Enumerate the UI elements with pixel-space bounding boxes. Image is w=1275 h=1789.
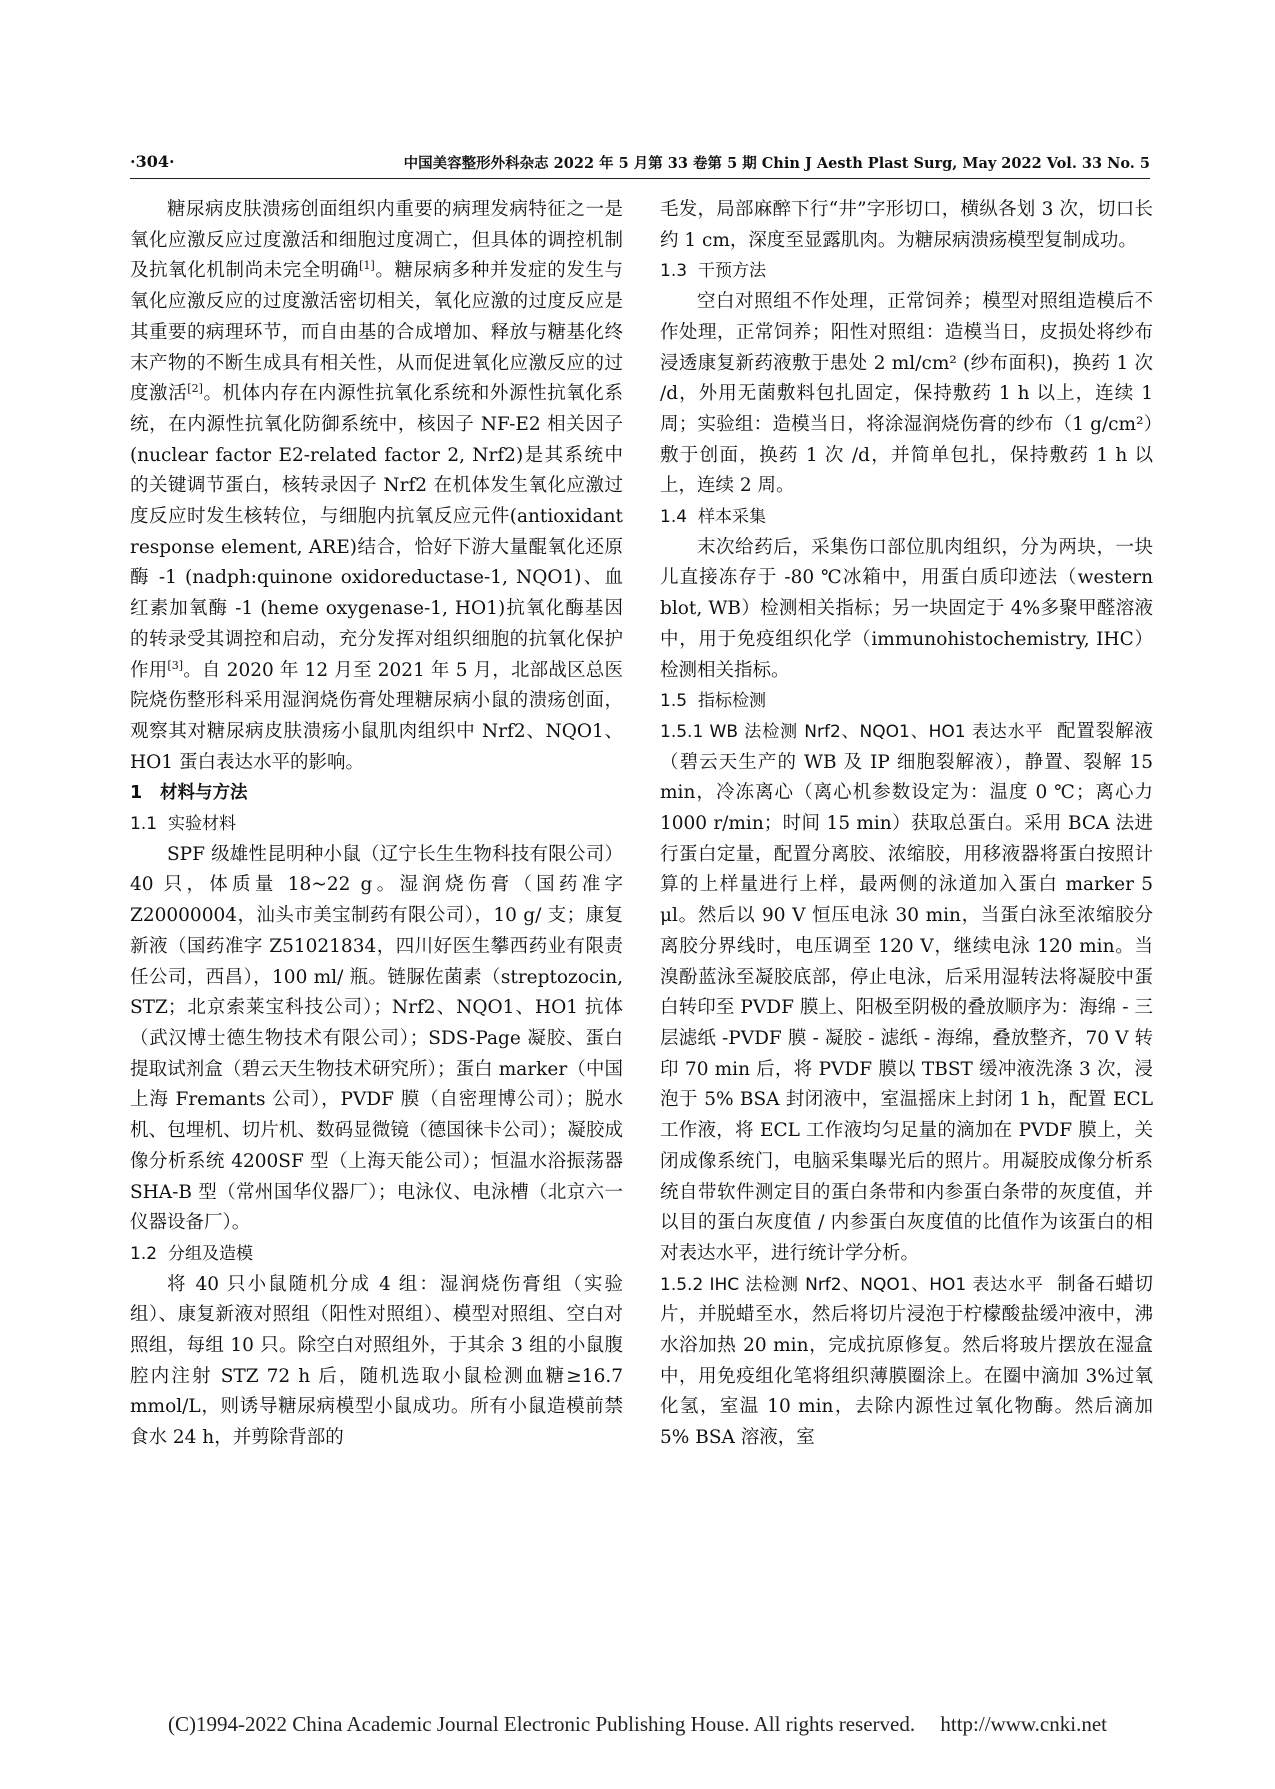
grouping-continued-paragraph: 毛发，局部麻醉下行“井”字形切口，横纵各划 3 次，切口长约 1 cm，深度至显露肌肉。为糖尿病溃疡模型复制成功。 — [660, 199, 1153, 251]
journal-citation: 中国美容整形外科杂志 2022 年 5 月第 33 卷第 5 期 Chin J Aesth Plast Surg, May 2022 Vol. 33 No. 5 — [403, 155, 1150, 172]
materials-paragraph: SPF 级雄性昆明种小鼠（辽宁长生生物科技有限公司）40 只，体质量 18~22 g。湿润烧伤膏（国药准字 Z20000004，汕头市美宝制药有限公司），10 g/ 支；康复新液（国药准字 Z51021834，四川好医生攀西药业有限责任公司，西昌），100 ml/ 瓶。链脲佐菌素（streptozocin, STZ；北京索莱宝科技公司）；Nrf2、NQO1、HO1 抗体（武汉博士德生物技术有限公司）；SDS-Page 凝胶、蛋白提取试剂盒（碧云天生物技术研究所）；蛋白 marker（中国上海 Fremants 公司），PVDF 膜（自密理博公司）；脱水机、包埋机、切片机、数码显微镜（德国徕卡公司）；凝胶成像分析系统 4200SF 型（上海天能公司）；恒温水浴振荡器 SHA-B 型（常州国华仪器厂）；电泳仪、电泳槽（北京六一仪器设备厂）。 — [130, 843, 623, 1234]
reference-2[interactable]: [2] — [187, 382, 203, 396]
intro-paragraph — [130, 195, 623, 778]
section-heading-1-4 — [660, 502, 1153, 533]
wb-method-text: 配置裂解液（碧云天生产的 WB 及 IP 细胞裂解液），静置、裂解 15 min，冷冻离心（离心机参数设定为：温度 0 ℃；离心力 1000 r/min；时间 15 min）获取总蛋白。采用 BCA 法进行蛋白定量，配置分离胶、浓缩胶，用移液器将蛋白按照计算的上样量进行上样，最两侧的泳道加入蛋白 marker 5 μl。然后以 90 V 恒压电泳 30 min，当蛋白泳至浓缩胶分离胶分界线时，电压调至 120 V，继续电泳 120 min。当溴酚蓝泳至凝胶底部，停止电泳，后采用湿转法将凝胶中蛋白转印至 PVDF 膜上、阳极至阴极的叠放顺序为：海绵 - 三层滤纸 -PVDF 膜 - 凝胶 - 滤纸 - 海绵，叠放整齐，70 V 转印 70 min 后，将 PVDF 膜以 TBST 缓冲液洗涤 3 次，浸泡于 5% BSA 封闭液中，室温摇床上封闭 1 h，配置 ECL 工作液，将 ECL 工作液均匀足量的滴加在 PVDF 膜上，关闭成像系统门，电脑采集曝光后的照片。用凝胶成像分析系统自带软件测定目的蛋白条带和内参蛋白条带的灰度值，并以目的蛋白灰度值 / 内参蛋白灰度值的比值作为该蛋白的相对表达水平，进行统计学分析。 — [660, 720, 1153, 1264]
grouping-paragraph: 将 40 只小鼠随机分成 4 组：湿润烧伤膏组（实验组）、康复新液对照组（阳性对照组）、模型对照组、空白对照组，每组 10 只。除空白对照组外，于其余 3 组的小鼠腹腔内注射 STZ 72 h 后，随机选取小鼠检测血糖≥16.7 mmol/L，则诱导糖尿病模型小鼠成功。所有小鼠造模前禁食水 24 h，并剪除背部的 — [130, 1273, 623, 1449]
wb-method-paragraph — [660, 717, 1153, 1270]
intro-text-d: 。自 2020 年 12 月至 2021 年 5 月，北部战区总医院烧伤整形科采用湿润烧伤膏处理糖尿病小鼠的溃疡创面，观察其对糖尿病皮肤溃疡小鼠肌肉组织中 Nrf2、NQO1、HO1 蛋白表达水平的影响。 — [130, 659, 623, 773]
section-title: 指标检测 — [698, 691, 766, 712]
right-column — [660, 195, 1153, 1454]
section-number: 1.2 — [130, 1243, 158, 1264]
page-number: ·304· — [130, 152, 175, 171]
section-heading-1-2 — [130, 1239, 623, 1270]
ihc-method-paragraph — [660, 1270, 1153, 1454]
header-rule — [130, 178, 1150, 179]
section-number: 1 — [130, 783, 143, 804]
section-number: 1.4 — [660, 507, 688, 528]
reference-1[interactable]: [1] — [359, 259, 375, 273]
page-header — [130, 152, 1150, 176]
section-heading-1-3 — [660, 256, 1153, 287]
section-heading-1-5 — [660, 686, 1153, 717]
section-title: 分组及造模 — [168, 1243, 253, 1264]
ihc-method-text: 制备石蜡切片，并脱蜡至水，然后将切片浸泡于柠檬酸盐缓冲液中，沸水浴加热 20 min，完成抗原修复。然后将玻片摆放在湿盒中，用免疫组化笔将组织薄膜圈涂上。在圈中滴加 3%过氧化氢，室温 10 min，去除内源性过氧化物酶。然后滴加 5% BSA 溶液，室 — [660, 1273, 1153, 1449]
section-title: 干预方法 — [698, 261, 766, 282]
intro-text-b: 。糖尿病多种并发症的发生与氧化应激反应的过度激活密切相关，氧化应激的过度反应是其重要的病理环节，而自由基的合成增加、释放与糖基化终末产物的不断生成具有相关性，从而促进氧化应激反应的过度激活 — [130, 260, 623, 405]
reference-3[interactable]: [3] — [167, 658, 183, 672]
page-footer — [0, 1712, 1275, 1737]
intro-text-a: 糖尿病皮肤溃疡创面组织内重要的病理发病特征之一是氧化应激反应过度激活和细胞过度凋亡，但具体的调控机制及抗氧化机制尚未完全明确 — [130, 199, 623, 282]
section-number: 1.5 — [660, 691, 688, 712]
intro-text-c: 。机体内存在内源性抗氧化系统和外源性抗氧化系统，在内源性抗氧化防御系统中，核因子 NF-E2 相关因子(nuclear factor E2-related factor 2, Nrf2)是其系统中的关键调节蛋白，核转录因子 Nrf2 在机体发生氧化应激过度反应时发生核转位，与细胞内抗氧反应元件(antioxidant response element, ARE)结合，恰好下游大量醌氧化还原酶 -1 (nadph:quinone oxidoreductase-1, NQO1)、血红素加氧酶 -1 (heme oxygenase-1, HO1)抗氧化酶基因的转录受其调控和启动，充分发挥对组织细胞的抗氧化保护作用 — [130, 383, 623, 681]
section-title: 材料与方法 — [160, 783, 248, 804]
sampling-paragraph: 末次给药后，采集伤口部位肌肉组织，分为两块，一块儿直接冻存于 -80 ℃冰箱中，用蛋白质印迹法（western blot, WB）检测相关指标；另一块固定于 4%多聚甲醛溶液中，用于免疫组织化学（immunohistochemistry, IHC）检测相关指标。 — [660, 536, 1153, 681]
section-heading-1-1 — [130, 809, 623, 840]
copyright-notice: (C)1994-2022 China Academic Journal Electronic Publishing House. All rights reserved. — [168, 1712, 916, 1736]
section-number: 1.3 — [660, 261, 688, 282]
section-heading-1 — [130, 778, 623, 809]
section-title: 样本采集 — [698, 507, 766, 528]
intervention-paragraph: 空白对照组不作处理，正常饲养；模型对照组造模后不作处理，正常饲养；阳性对照组：造模当日，皮损处将纱布浸透康复新药液敷于患处 2 ml/cm² (纱布面积)，换药 1 次 /d，外用无菌敷料包扎固定，保持敷药 1 h 以上，连续 1 周；实验组：造模当日，将涂湿润烧伤膏的纱布（1 g/cm²）敷于创面，换药 1 次 /d，并简单包扎，保持敷药 1 h 以上，连续 2 周。 — [660, 291, 1153, 497]
left-column — [130, 195, 623, 1454]
cnki-link[interactable]: http://www.cnki.net — [940, 1712, 1107, 1736]
section-title: 实验材料 — [168, 814, 236, 835]
section-number: 1.1 — [130, 814, 158, 835]
subsection-heading-1-5-1: 1.5.1 WB 法检测 Nrf2、NQO1、HO1 表达水平 — [660, 721, 1044, 742]
subsection-heading-1-5-2: 1.5.2 IHC 法检测 Nrf2、NQO1、HO1 表达水平 — [660, 1274, 1044, 1295]
